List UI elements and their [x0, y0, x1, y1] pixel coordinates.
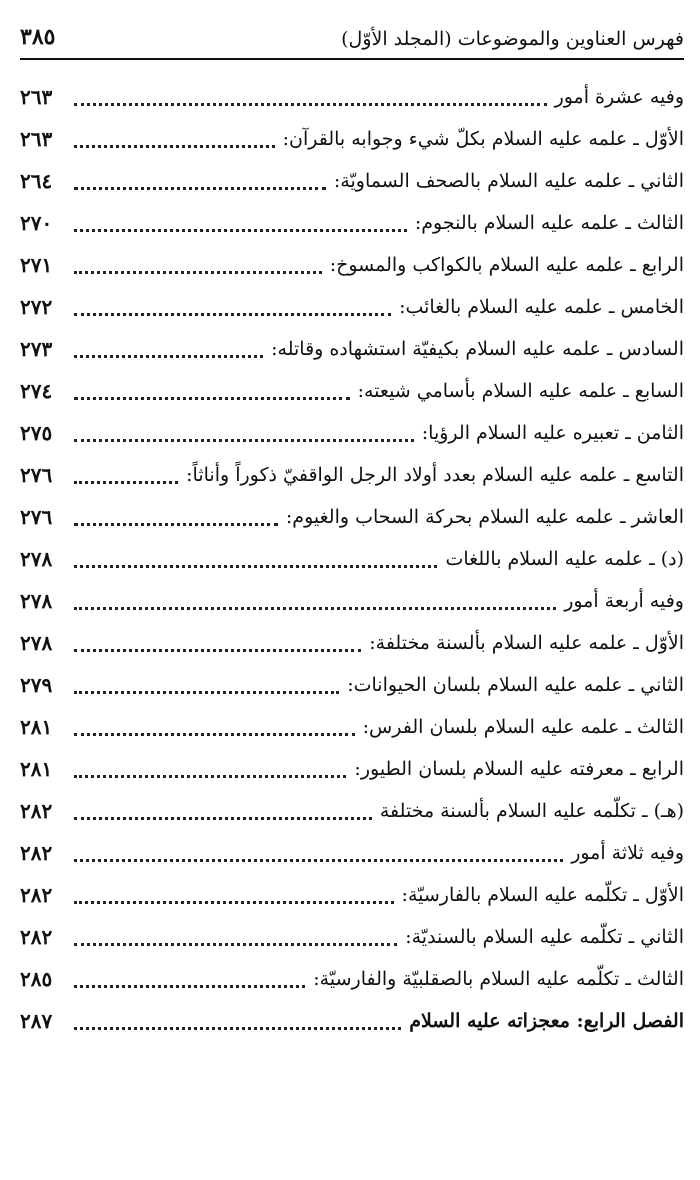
toc-entry [20, 580, 684, 622]
table-of-contents [20, 76, 684, 1042]
toc-entry [20, 118, 684, 160]
toc-entry-title: الثاني ـ علمه عليه السلام بالصحف السماويّة: [333, 170, 684, 192]
dot-leader [74, 627, 361, 652]
toc-entry-title: الأوّل ـ علمه عليه السلام بألسنة مختلفة: [369, 632, 684, 654]
toc-entry-title: وفيه أربعة أمور [564, 590, 684, 612]
toc-entry-page-number: ٢٨٢ [20, 925, 53, 949]
toc-entry-page-number: ٢٦٣ [20, 127, 53, 151]
toc-entry-title: (هـ) ـ تكلّمه عليه السلام بألسنة مختلفة [379, 800, 684, 822]
toc-entry-page-number: ٢٨٥ [20, 967, 53, 991]
toc-entry [20, 244, 684, 286]
dot-leader [74, 543, 437, 568]
toc-entry-title: الخامس ـ علمه عليه السلام بالغائب: [399, 296, 684, 318]
dot-leader [74, 837, 563, 862]
toc-entry [20, 790, 684, 832]
dot-leader [74, 417, 414, 442]
toc-entry-page-number: ٢٦٣ [20, 85, 53, 109]
dot-leader [74, 123, 275, 148]
toc-entry-title: (د) ـ علمه عليه السلام باللغات [445, 548, 684, 570]
dot-leader [74, 1005, 401, 1030]
toc-entry-title: الثالث ـ علمه عليه السلام بلسان الفرس: [362, 716, 684, 738]
toc-entry [20, 160, 684, 202]
toc-entry-page-number: ٢٨١ [20, 715, 53, 739]
toc-entry-page-number: ٢٧٤ [20, 379, 53, 403]
toc-entry [20, 496, 684, 538]
toc-entry-page-number: ٢٨١ [20, 757, 53, 781]
toc-entry [20, 412, 684, 454]
dot-leader [74, 585, 556, 610]
dot-leader [74, 879, 394, 904]
dot-leader [74, 711, 355, 736]
toc-entry [20, 748, 684, 790]
toc-entry [20, 370, 684, 412]
toc-entry-title: التاسع ـ علمه عليه السلام بعدد أولاد الرجل الواقفيّ ذكوراً وأناثاً: [186, 464, 684, 486]
toc-entry [20, 538, 684, 580]
toc-entry-page-number: ٢٧١ [20, 253, 53, 277]
dot-leader [74, 753, 346, 778]
toc-entry [20, 622, 684, 664]
toc-entry-page-number: ٢٨٧ [20, 1009, 53, 1033]
dot-leader [74, 249, 322, 274]
toc-entry-title: الرابع ـ علمه عليه السلام بالكواكب والمسوخ: [329, 254, 684, 276]
toc-entry-page-number: ٢٦٤ [20, 169, 53, 193]
toc-entry-page-number: ٢٧٥ [20, 421, 53, 445]
header-title: فهرس العناوين والموضوعات (المجلد الأوّل) [341, 28, 684, 50]
toc-entry-page-number: ٢٧٩ [20, 673, 53, 697]
toc-entry-page-number: ٢٧٦ [20, 505, 53, 529]
toc-entry [20, 832, 684, 874]
toc-entry [20, 202, 684, 244]
page-number: ٣٨٥ [20, 24, 56, 50]
toc-entry-title: الرابع ـ معرفته عليه السلام بلسان الطيور: [354, 758, 684, 780]
toc-entry [20, 1000, 684, 1042]
toc-entry-title: الثالث ـ تكلّمه عليه السلام بالصقلبيّة والفارسيّة: [313, 968, 684, 990]
toc-entry [20, 958, 684, 1000]
toc-entry-title: الفصل الرابع: معجزاته عليه السلام [409, 1010, 684, 1032]
toc-entry-page-number: ٢٧٨ [20, 547, 53, 571]
dot-leader [74, 921, 397, 946]
dot-leader [74, 963, 305, 988]
toc-entry [20, 454, 684, 496]
toc-entry [20, 286, 684, 328]
dot-leader [74, 375, 350, 400]
dot-leader [74, 459, 178, 484]
toc-entry-page-number: ٢٨٢ [20, 883, 53, 907]
toc-entry-page-number: ٢٧٢ [20, 295, 53, 319]
toc-entry-title: السابع ـ علمه عليه السلام بأسامي شيعته: [357, 380, 684, 402]
toc-entry-page-number: ٢٧٨ [20, 631, 53, 655]
dot-leader [74, 81, 547, 106]
dot-leader [74, 333, 263, 358]
toc-entry [20, 916, 684, 958]
dot-leader [74, 501, 278, 526]
toc-entry-page-number: ٢٧٨ [20, 589, 53, 613]
dot-leader [74, 207, 407, 232]
page-header [20, 14, 684, 60]
toc-entry [20, 76, 684, 118]
toc-entry [20, 706, 684, 748]
toc-entry-title: الثاني ـ تكلّمه عليه السلام بالسنديّة: [405, 926, 684, 948]
toc-entry-title: الأوّل ـ تكلّمه عليه السلام بالفارسيّة: [401, 884, 684, 906]
toc-entry-page-number: ٢٨٢ [20, 799, 53, 823]
dot-leader [74, 795, 372, 820]
dot-leader [74, 291, 391, 316]
toc-entry-page-number: ٢٨٢ [20, 841, 53, 865]
toc-entry-title: الثاني ـ علمه عليه السلام بلسان الحيوانات: [347, 674, 684, 696]
toc-entry-title: السادس ـ علمه عليه السلام بكيفيّة استشهاده وقاتله: [271, 338, 684, 360]
toc-entry-title: الثالث ـ علمه عليه السلام بالنجوم: [414, 212, 684, 234]
toc-entry-title: الأوّل ـ علمه عليه السلام بكلّ شيء وجوابه بالقرآن: [282, 128, 684, 150]
toc-entry-page-number: ٢٧٦ [20, 463, 53, 487]
toc-entry-title: وفيه ثلاثة أمور [571, 842, 684, 864]
toc-entry [20, 664, 684, 706]
dot-leader [74, 165, 326, 190]
toc-entry-page-number: ٢٧٠ [20, 211, 53, 235]
toc-entry-title: الثامن ـ تعبيره عليه السلام الرؤيا: [421, 422, 684, 444]
toc-entry-page-number: ٢٧٣ [20, 337, 53, 361]
dot-leader [74, 669, 339, 694]
toc-entry-title: وفيه عشرة أمور [554, 86, 684, 108]
toc-entry [20, 874, 684, 916]
toc-entry [20, 328, 684, 370]
toc-entry-title: العاشر ـ علمه عليه السلام بحركة السحاب والغيوم: [285, 506, 684, 528]
